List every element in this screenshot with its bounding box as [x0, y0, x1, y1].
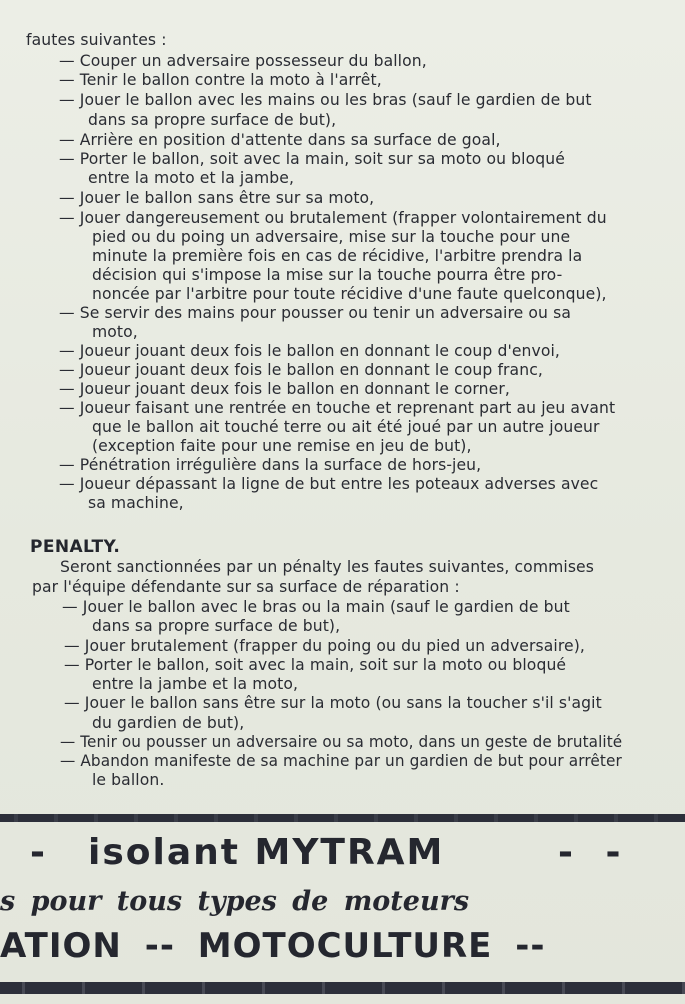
- penalty-line: dans sa propre surface de but),: [92, 617, 341, 635]
- fautes-line: pied ou du poing un adversaire, mise sur la touche pour une: [92, 228, 571, 246]
- penalty-line: — Tenir ou pousser un adversaire ou sa moto, dans un geste de brutalité: [60, 733, 623, 751]
- advert-dash-right: - -: [558, 832, 621, 873]
- fautes-line: — Jouer le ballon avec les mains ou les bras (sauf le gardien de but: [59, 91, 592, 109]
- fautes-line: moto,: [92, 323, 138, 341]
- fautes-line: — Se servir des mains pour pousser ou tenir un adversaire ou sa: [59, 304, 571, 322]
- advert-line-1: [0, 832, 685, 876]
- fautes-line: noncée par l'arbitre pour toute récidive d'une faute quelconque),: [92, 285, 607, 303]
- penalty-line: — Abandon manifeste de sa machine par un gardien de but pour arrêter: [60, 752, 622, 770]
- fautes-line: — Jouer le ballon sans être sur sa moto,: [59, 189, 375, 207]
- fautes-line: — Joueur dépassant la ligne de but entre les poteaux adverses avec: [59, 475, 599, 493]
- fautes-line: dans sa propre surface de but),: [88, 111, 337, 129]
- advert-brand: isolant MYTRAM: [88, 832, 445, 873]
- fautes-line: décision qui s'impose la mise sur la touche pourra être pro-: [92, 266, 563, 284]
- fautes-line: — Arrière en position d'attente dans sa surface de goal,: [59, 131, 501, 149]
- fautes-line: — Tenir le ballon contre la moto à l'arrêt,: [59, 71, 382, 89]
- advert-tagline: s pour tous types de moteurs: [0, 886, 470, 917]
- fautes-line: sa machine,: [88, 494, 184, 512]
- penalty-line: — Jouer le ballon avec le bras ou la main (sauf le gardien de but: [62, 598, 570, 616]
- penalty-line: Seront sanctionnées par un pénalty les fautes suivantes, commises: [60, 558, 594, 576]
- advert-dash-left: -: [30, 832, 45, 873]
- fautes-line: — Couper un adversaire possesseur du ballon,: [59, 52, 427, 70]
- fautes-line: — Joueur jouant deux fois le ballon en donnant le coup franc,: [59, 361, 543, 379]
- fautes-line: (exception faite pour une remise en jeu de but),: [92, 437, 472, 455]
- advert-categories: ATION -- MOTOCULTURE --: [0, 926, 546, 966]
- fautes-line: — Pénétration irrégulière dans la surface de hors-jeu,: [59, 456, 482, 474]
- fautes-line: entre la moto et la jambe,: [88, 169, 295, 187]
- advert-bottom-rule: [0, 982, 685, 994]
- penalty-line: — Jouer brutalement (frapper du poing ou du pied un adversaire),: [64, 637, 585, 655]
- fautes-line: — Joueur jouant deux fois le ballon en donnant le corner,: [59, 380, 510, 398]
- penalty-line: par l'équipe défendante sur sa surface de réparation :: [32, 578, 460, 596]
- penalty-line: entre la jambe et la moto,: [92, 675, 299, 693]
- penalty-heading: PENALTY.: [30, 537, 121, 557]
- penalty-line: — Porter le ballon, soit avec la main, soit sur la moto ou bloqué: [64, 656, 567, 674]
- fautes-line: que le ballon ait touché terre ou ait été joué par un autre joueur: [92, 418, 600, 436]
- fautes-line: minute la première fois en cas de récidive, l'arbitre prendra la: [92, 247, 583, 265]
- fautes-line: — Joueur jouant deux fois le ballon en donnant le coup d'envoi,: [59, 342, 560, 360]
- fautes-line: — Joueur faisant une rentrée en touche et reprenant part au jeu avant: [59, 399, 616, 417]
- fautes-line: fautes suivantes :: [26, 31, 167, 49]
- penalty-line: — Jouer le ballon sans être sur la moto (ou sans la toucher s'il s'agit: [64, 694, 602, 712]
- fautes-line: — Jouer dangereusement ou brutalement (frapper volontairement du: [59, 209, 607, 227]
- penalty-line: du gardien de but),: [92, 714, 245, 732]
- fautes-line: — Porter le ballon, soit avec la main, soit sur sa moto ou bloqué: [59, 150, 565, 168]
- advert-top-rule: [0, 814, 685, 822]
- penalty-line: le ballon.: [92, 771, 165, 789]
